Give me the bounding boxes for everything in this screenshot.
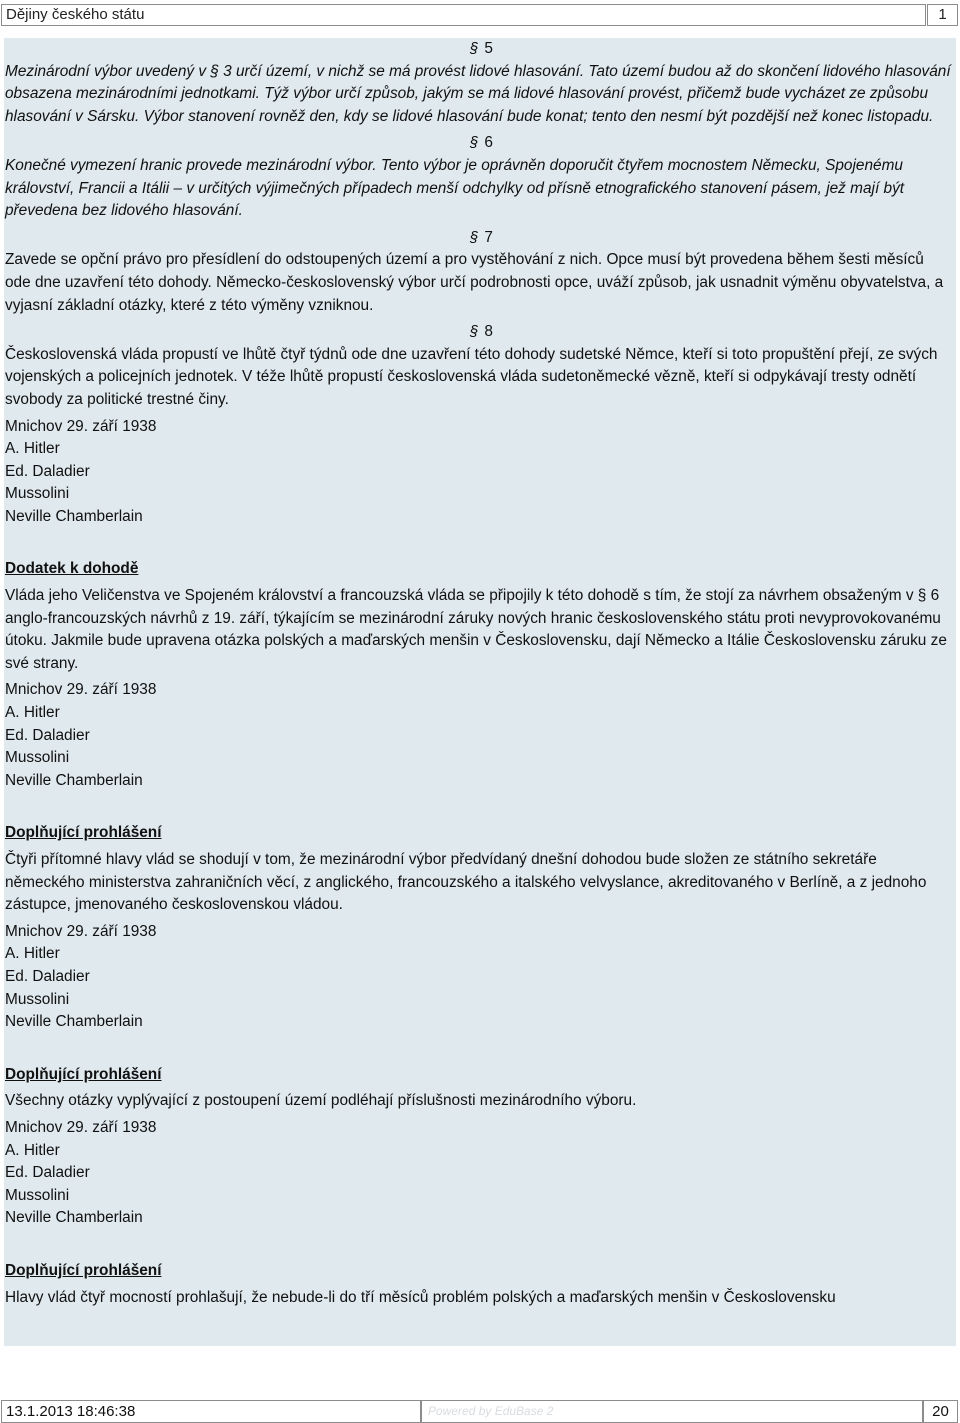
- declaration-2-title: Doplňující prohlášení: [5, 1065, 162, 1083]
- signature-daladier: Ed. Daladier: [5, 462, 90, 480]
- footer-page-number: 20: [923, 1400, 958, 1423]
- signature-hitler: A. Hitler: [5, 440, 60, 458]
- footer-timestamp: 13.1.2013 18:46:38: [1, 1400, 421, 1423]
- section-8-text: Československá vláda propustí ve lhůtě čtyř týdnů ode dne uzavření této dohody sudetské Němce, kteří si toto propuštění přejí, ze svých vojenských a policejních jednotek. V téže lhůtě propustí československá vláda sudetoněmecké vězně, kteří si odpykávají tresty odnětí svobody za politické trestné činy.: [5, 345, 938, 408]
- section-mark: §: [470, 228, 479, 246]
- section-7-text: Zavede se opční právo pro přesídlení do odstoupených území a pro vystěhování z nich. Opce musí být provedena během šesti měsíců ode dne uzavření této dohody. Německo-československý výbor určí podrobnosti opce, uváží způsob, jak usnadnit výměnu obyvatelstva, a vyjasní základní otázky, které z této výměny vzniknou.: [5, 251, 944, 314]
- signature-daladier: Ed. Daladier: [5, 1164, 90, 1182]
- signature-mussolini: Mussolini: [5, 990, 70, 1008]
- signature-mussolini: Mussolini: [5, 749, 70, 767]
- section-8-number: 8: [484, 323, 493, 341]
- signature-block: [5, 921, 952, 1034]
- signature-mussolini: Mussolini: [5, 1186, 70, 1204]
- signature-place-date: Mnichov 29. září 1938: [5, 681, 157, 699]
- addendum-title: Dodatek k dohodě: [5, 560, 139, 578]
- addendum-text: Vláda jeho Veličenstva ve Spojeném království a francouzská vláda se připojily k této dohodě s tím, že stojí za návrhem obsaženým v § 6 anglo-francouzských návrhů z 19. září, týkajícím se mezinárodní záruky nových hranic československého státu proti nevyprovokovanému útoku. Jakmile bude upravena otázka polských a maďarských menšin v Československu, dají Německo a Itálie Československu záruku ze své strany.: [5, 587, 947, 672]
- declaration-3-text: Hlavy vlád čtyř mocností prohlašují, že nebude-li do tří měsíců problém polských a maďarských menšin v Československu: [5, 1288, 836, 1306]
- section-5-text: Mezinárodní výbor uvedený v § 3 určí území, v nichž se má provést lidové hlasování. Tato území budou až do skončení lidového hlasování obsazena mezinárodními jednotkami. Týž výbor určí způsob, jakým se má lidové hlasování provést, přičemž bude vycházet ze způsobu hlasování v Sársku. Výbor stanovení rovněž den, kdy se lidové hlasování bude konat; tento den nesmí být pozdější než konec listopadu.: [5, 62, 951, 125]
- signature-place-date: Mnichov 29. září 1938: [5, 417, 157, 435]
- signature-daladier: Ed. Daladier: [5, 967, 90, 985]
- footer-powered-by: Powered by EduBase 2: [421, 1400, 923, 1423]
- declaration-1-text: Čtyři přítomné hlavy vlád se shodují v tom, že mezinárodní výbor předvídaný dnešní dohodou bude složen ze státního sekretáře německého ministerstva zahraničních věcí, z anglického, francouzského a italského velvyslance, akreditovaného v Berlíně, a z jednoho zástupce, jmenovaného československou vládou.: [5, 851, 927, 914]
- signature-chamberlain: Neville Chamberlain: [5, 507, 143, 525]
- section-7-number: 7: [484, 228, 493, 246]
- signature-block: [5, 416, 952, 529]
- section-6-heading: [5, 132, 952, 155]
- section-mark: §: [470, 323, 479, 341]
- section-8-heading: [5, 321, 952, 344]
- signature-daladier: Ed. Daladier: [5, 726, 90, 744]
- signature-chamberlain: Neville Chamberlain: [5, 1209, 143, 1227]
- declaration-3-title: Doplňující prohlášení: [5, 1261, 162, 1279]
- section-5-number: 5: [484, 40, 493, 57]
- section-7-heading: [5, 227, 952, 250]
- signature-block: [5, 679, 952, 792]
- header-title: Dějiny českého státu: [1, 4, 926, 26]
- signature-hitler: A. Hitler: [5, 945, 60, 963]
- section-5-heading: [5, 38, 952, 61]
- section-6-number: 6: [484, 134, 493, 152]
- section-6-text: Konečné vymezení hranic provede mezinárodní výbor. Tento výbor je oprávněn doporučit čtyřem mocnostem Německu, Spojenému království, Francii a Itálii – v určitých výjimečných případech menší odchylky od přísně etnografického stanovení pásem, jež mají být převedena bez lidového hlasování.: [5, 156, 905, 220]
- document-body: [4, 38, 956, 1346]
- signature-hitler: A. Hitler: [5, 704, 60, 722]
- signature-chamberlain: Neville Chamberlain: [5, 771, 143, 789]
- section-mark: §: [470, 40, 479, 57]
- declaration-2-text: Všechny otázky vyplývající z postoupení území podléhají příslušnosti mezinárodního výboru.: [5, 1092, 637, 1110]
- signature-chamberlain: Neville Chamberlain: [5, 1013, 143, 1031]
- signature-block: [5, 1117, 952, 1230]
- signature-hitler: A. Hitler: [5, 1141, 60, 1159]
- declaration-1-title: Doplňující prohlášení: [5, 824, 162, 842]
- signature-place-date: Mnichov 29. září 1938: [5, 922, 157, 940]
- header-page-number: 1: [927, 4, 958, 26]
- signature-mussolini: Mussolini: [5, 485, 70, 503]
- signature-place-date: Mnichov 29. září 1938: [5, 1118, 157, 1136]
- section-mark: §: [470, 134, 479, 152]
